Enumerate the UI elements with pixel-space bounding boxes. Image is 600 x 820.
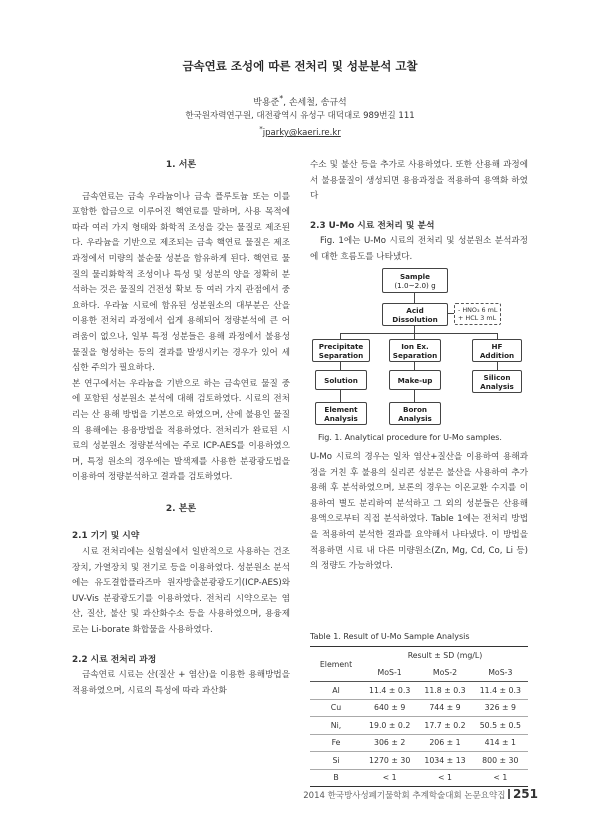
- flow-label-dissolution: Dissolution: [392, 314, 438, 324]
- table-header-result: Result ± SD (mg/L): [362, 647, 528, 665]
- flow-reagent-note: [454, 303, 501, 325]
- flow-label-addition: Addition: [479, 350, 515, 360]
- table-cell: 640 ± 9: [362, 699, 417, 717]
- flow-box-ion-exchange: [389, 339, 441, 362]
- table-row: [310, 699, 528, 717]
- table-cell: < 1: [362, 769, 417, 787]
- co-authors: , 손세철, 송규석: [283, 98, 347, 108]
- flowchart-figure: [312, 268, 530, 428]
- connector: [414, 390, 415, 402]
- footer-proceedings-title: 2014 한국방사성폐기물학회 추계학술대회 논문요약집: [303, 791, 506, 801]
- right-paragraph-fig-intro: Fig. 1에는 U-Mo 시료의 전처리 및 성분원소 분석과정에 대한 흐름도를 나타냈다.: [310, 236, 528, 262]
- connector: [414, 362, 415, 370]
- table-row: [310, 717, 528, 735]
- table-cell-element: Fe: [310, 734, 362, 752]
- right-column: [310, 158, 528, 266]
- flow-label-solution: Solution: [324, 375, 358, 385]
- table-cell: 206 ± 1: [417, 734, 472, 752]
- flow-label-boron: Boron: [402, 404, 428, 414]
- table-row: [310, 682, 528, 700]
- right-column-lower: [310, 450, 528, 575]
- body-paragraph-instruments: 시료 전처리에는 실험실에서 일반적으로 사용하는 건조장치, 가열장치 및 전기로 등을 이용하였다. 성분원소 분석에는 유도결합플라즈마 원자방출분광광도기(ICP-AES)와 UV-Vis 분광광도기를 이용하였다. 전처리 시약으로는 염산, 질산, 불산 및 과산화수소 등을 사용하였으며, 용융제로는 Li-borate 화합물을 사용하였다.: [72, 547, 290, 636]
- page-number: 251: [512, 787, 538, 801]
- body-paragraph-pretreatment: 금속연료 시료는 산(질산 + 염산)을 이용한 용해방법을 적용하였으며, 시료의 특성에 따라 과산화: [72, 670, 290, 696]
- authors: 박용준*, 손세철, 송규석: [253, 94, 347, 108]
- table-cell: 11.4 ± 0.3: [362, 682, 417, 700]
- reagent-hcl: + HCL 3 mL: [458, 314, 497, 322]
- flow-label-analysis: Analysis: [480, 381, 514, 391]
- table-cell: 1034 ± 13: [417, 752, 472, 770]
- flow-box-solution: [315, 370, 367, 390]
- flow-box-hf-addition: [472, 339, 522, 362]
- table-cell: 800 ± 30: [473, 752, 528, 770]
- table-subheader: MoS-2: [417, 664, 472, 682]
- paper-title: 금속연료 조성에 따른 전처리 및 성분분석 고찰: [182, 59, 418, 73]
- connector: [340, 333, 497, 334]
- flow-box-sample: [382, 268, 448, 293]
- table-cell-element: B: [310, 769, 362, 787]
- flow-label-silicon: Silicon: [483, 372, 511, 382]
- connector: [414, 326, 415, 333]
- lead-author: 박용준: [253, 98, 280, 108]
- results-table: [310, 646, 528, 787]
- affiliation: 한국원자력연구원, 대전광역시 유성구 대덕대로 989번길 111: [185, 111, 415, 121]
- table-cell-element: Ni,: [310, 717, 362, 735]
- connector: [497, 362, 498, 370]
- flow-box-acid-dissolution: [382, 303, 448, 326]
- table-cell: < 1: [473, 769, 528, 787]
- flow-label-hf: HF: [491, 341, 503, 351]
- page-footer: [303, 787, 538, 801]
- flow-label-sample-range: (1.0~2.0) g: [394, 280, 436, 290]
- table-cell: 1270 ± 30: [362, 752, 417, 770]
- email: *jparky@kaeri.re.kr: [259, 124, 341, 138]
- flow-box-boron-analysis: [389, 402, 441, 425]
- flow-label-ion-ex: Ion Ex.: [401, 341, 429, 351]
- reagent-hno3: - HNO₃ 6 mL: [458, 306, 498, 314]
- intro-paragraph-1: 금속연료는 금속 우라늄이나 금속 플루토늄 또는 이를 포함한 합금으로 이루어진 핵연료를 말하며, 사용 목적에 따라 여러 가지 형태와 화학적 조성을 갖는 물질로 제조된다. 우라늄을 기반으로 제조되는 금속 핵연료 물질은 제조 과정에서 미량의 불순물 성분을 함유하게 된다. 핵연료 물질의 물리화학적 조성이나 특성 및 성분의 양을 정확히 분석하는 것은 물질의 건전성 확보 등 여러 가지 관점에서 중요하다. 우라늄 시료에 함유된 성분원소의 대부분은 산을 이용한 전처리 과정에서 쉽게 용해되어 정량분석에 큰 어려움이 없으나, 일부 특정 성분들은 용해 과정에서 불용성 물질을 형성하는 등의 결과를 발생시키는 경우가 있어 세심한 주의가 필요하다.: [72, 191, 290, 374]
- section-heading-body: 2. 본론: [165, 503, 197, 514]
- figure-caption: Fig. 1. Analytical procedure for U-Mo samples.: [318, 433, 502, 442]
- flow-box-silicon-analysis: [472, 370, 522, 393]
- flow-box-precipitate-separation: [312, 339, 370, 362]
- flow-label-sample: Sample: [400, 271, 430, 281]
- table-cell-element: Al: [310, 682, 362, 700]
- left-column: [72, 158, 290, 699]
- table-header-element: Element: [310, 647, 362, 682]
- flow-box-make-up: [389, 370, 441, 390]
- intro-paragraph-2: 본 연구에서는 우라늄을 기반으로 하는 금속연료 물질 중에 포함된 성분원소 분석에 대해 검토하였다. 시료의 전처리는 산 용해 방법을 기본으로 하였으며, 산에 불용인 물질의 용해에는 용융방법을 적용하였다. 전처리가 완료된 시료의 성분원소 정량분석에는 주로 ICP-AES를 이용하였으며, 특정 원소의 경우에는 발색제를 사용한 분광광도법을 이용하여 정량분석하고 결과를 검토하였다.: [72, 378, 290, 483]
- footer-divider: [508, 789, 510, 799]
- flow-box-element-analysis: [315, 402, 367, 425]
- connector: [340, 390, 341, 402]
- flow-label-acid: Acid: [406, 305, 424, 315]
- table-cell: 11.8 ± 0.3: [417, 682, 472, 700]
- table-cell: 50.5 ± 0.5: [473, 717, 528, 735]
- right-paragraph-results: U-Mo 시료의 경우는 일차 염산+질산을 이용하여 용해과정을 거친 후 불용의 실리콘 성분은 불산을 사용하여 추가 용해 후 분석하였으며, 보론의 경우는 이온교환 수지를 이용하여 별도 분리하여 분석하고 그 외의 성분들은 산용해 용액으로부터 직접 분석하였다. Table 1에는 전처리 방법을 적용하여 분석한 결과를 요약해서 나타냈다. 이 방법을 적용하면 시료 내 다른 미량원소(Zn, Mg, Cd, Co, Li 등)의 정량도 가능하였다.: [310, 452, 528, 572]
- flow-label-analysis: Analysis: [324, 413, 358, 423]
- subsection-heading-2-2: 2.2 시료 전처리 과정: [72, 654, 157, 665]
- right-paragraph-continued: 수소 및 불산 등을 추가로 사용하였다. 또한 산용해 과정에서 불용물질이 생성되면 용융과정을 적용하여 용액화 하였다: [310, 160, 528, 202]
- email-text: jparky@kaeri.re.kr: [262, 127, 341, 138]
- connector: [414, 293, 415, 303]
- section-heading-intro: 1. 서론: [165, 160, 197, 170]
- table-cell: 306 ± 2: [362, 734, 417, 752]
- table-cell: 326 ± 9: [473, 699, 528, 717]
- table-row: [310, 734, 528, 752]
- flow-label-element: Element: [324, 404, 358, 414]
- table-cell: 17.7 ± 0.2: [417, 717, 472, 735]
- table-cell-element: Si: [310, 752, 362, 770]
- table-cell-element: Cu: [310, 699, 362, 717]
- table-cell: 744 ± 9: [417, 699, 472, 717]
- table-row: [310, 769, 528, 787]
- subsection-heading-2-1: 2.1 기기 및 시약: [72, 531, 140, 542]
- flow-label-make-up: Make-up: [397, 375, 433, 385]
- table-subheader: MoS-1: [362, 664, 417, 682]
- flow-label-analysis: Analysis: [398, 413, 432, 423]
- table-subheader: MoS-3: [473, 664, 528, 682]
- flow-label-precipitate: Precipitate: [318, 341, 364, 351]
- table-caption: Table 1. Result of U-Mo Sample Analysis: [310, 632, 470, 641]
- flow-label-separation: Separation: [318, 350, 364, 360]
- connector: [340, 362, 341, 370]
- table-row: [310, 752, 528, 770]
- table-cell: < 1: [417, 769, 472, 787]
- flow-label-separation: Separation: [392, 350, 438, 360]
- table-cell: 19.0 ± 0.2: [362, 717, 417, 735]
- table-cell: 11.4 ± 0.3: [473, 682, 528, 700]
- subsection-heading-2-3: 2.3 U-Mo 시료 전처리 및 분석: [310, 220, 435, 231]
- table-cell: 414 ± 1: [473, 734, 528, 752]
